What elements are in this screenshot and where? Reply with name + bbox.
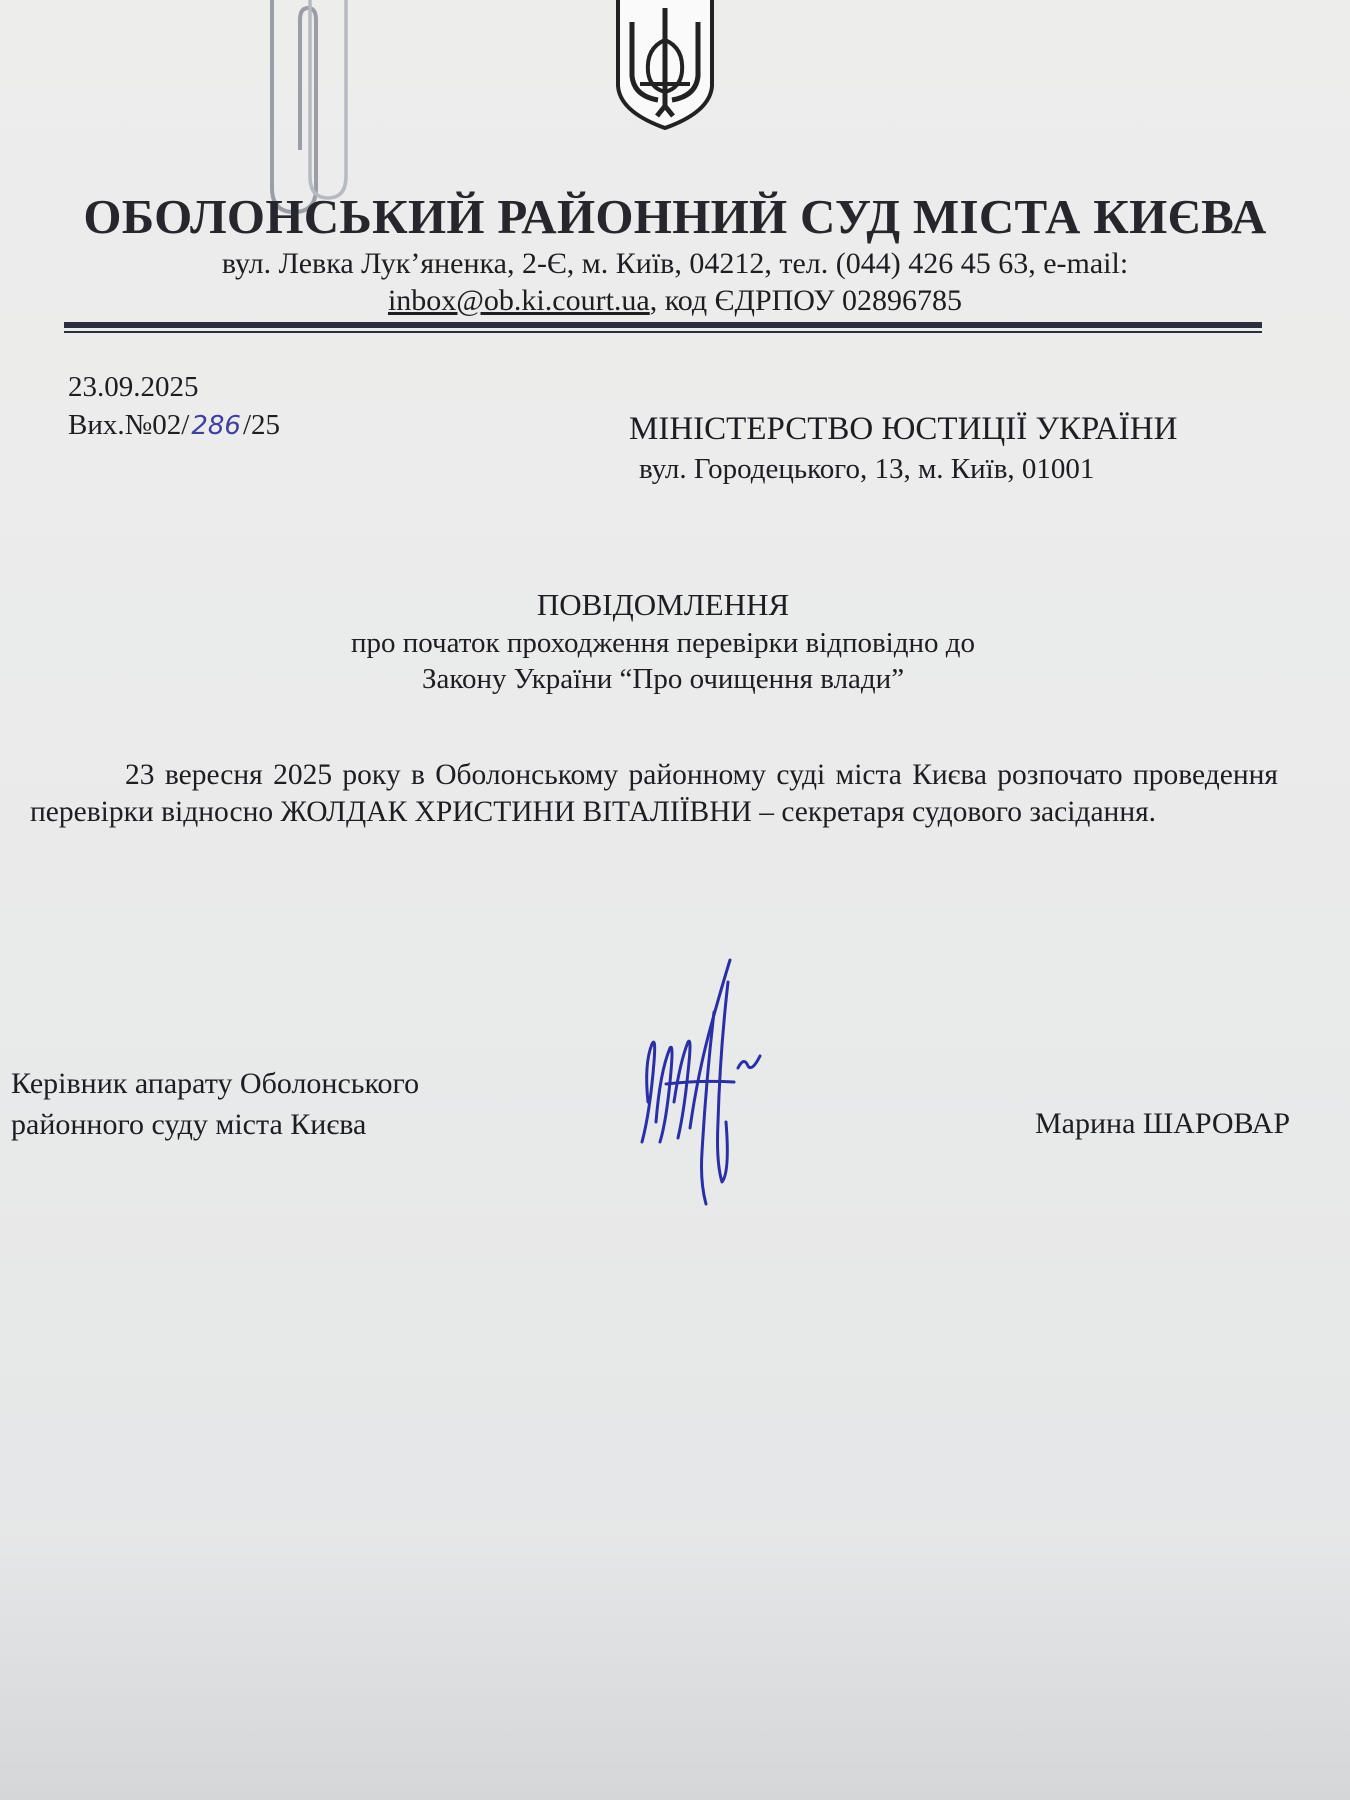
header-divider-thin: [64, 331, 1262, 333]
court-address-line: вул. Левка Лук’яненка, 2-Є, м. Київ, 04212, тел. (044) 426 45 63, e-mail:: [221, 247, 1129, 280]
outgoing-number-suffix: /25: [242, 409, 281, 441]
handwritten-signature: [630, 952, 780, 1208]
notice-title: ПОВІДОМЛЕННЯ: [536, 587, 790, 622]
notice-subtitle-line1: про початок проходження перевірки відповідно до: [350, 627, 976, 659]
court-name-heading: ОБОЛОНСЬКИЙ РАЙОННИЙ СУД МІСТА КИЄВА: [83, 189, 1267, 244]
notice-body: 23 вересня 2025 року в Оболонському районному суді міста Києва розпочато проведення перевірки відносно ЖОЛДАК ХРИСТИНИ ВІТАЛІЇВНИ – секретаря судового засідання.: [30, 759, 1278, 828]
outgoing-number-handwritten: 286: [191, 411, 241, 441]
notice-subtitle-line2: Закону України “Про очищення влади”: [421, 663, 905, 695]
signer-role-line2: районного суду міста Києва: [11, 1108, 367, 1141]
court-edrpou-code: , код ЄДРПОУ 02896785: [649, 284, 963, 317]
court-email-link[interactable]: inbox@ob.ki.court.ua: [387, 284, 650, 317]
signer-name: Марина ШАРОВАР: [1034, 1107, 1290, 1140]
outgoing-number-prefix: Вих.№02/: [68, 409, 190, 441]
recipient-address: вул. Городецького, 13, м. Київ, 01001: [639, 453, 1095, 485]
recipient-name: МІНІСТЕРСТВО ЮСТИЦІЇ УКРАЇНИ: [629, 411, 1178, 447]
paper-clip-icon: [258, 0, 358, 216]
header-divider-thick: [64, 322, 1262, 328]
court-contact-line: [0, 284, 1350, 318]
outgoing-number: [68, 409, 280, 442]
paper-shadow: [0, 1540, 1350, 1800]
signer-role-line1: Керівник апарату Оболонського: [11, 1067, 420, 1100]
trident-emblem-icon: [612, 0, 718, 132]
document-date: 23.09.2025: [68, 371, 199, 403]
